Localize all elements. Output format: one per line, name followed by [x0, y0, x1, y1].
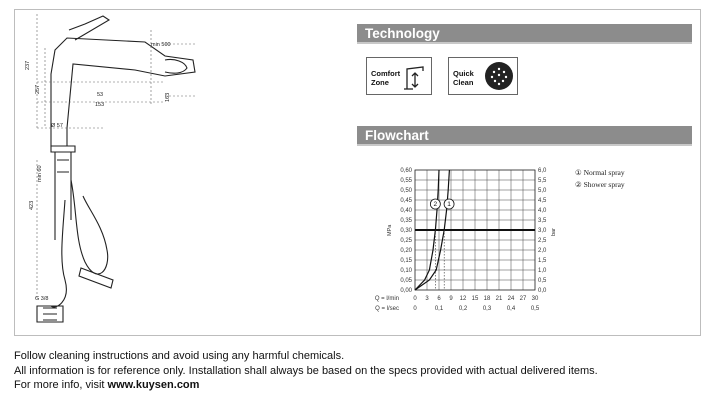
chart-grid — [415, 170, 535, 290]
legend-item — [575, 179, 625, 191]
y-tick-label-right: 6,0 — [538, 168, 547, 174]
flow-chart — [357, 160, 572, 320]
dim-label: 423 — [29, 200, 35, 210]
series-marker-label: 1 — [447, 201, 451, 209]
y-tick-label-left: 0,00 — [400, 288, 412, 294]
y-tick-label-right: 2,5 — [538, 238, 547, 244]
x-tick-label: 3 — [425, 296, 429, 302]
y-tick-label-left: 0,20 — [400, 248, 412, 254]
comfort-zone-badge — [366, 57, 432, 95]
legend-marker: ② — [575, 180, 582, 189]
faucet-height-icon — [403, 61, 429, 91]
y-tick-label-left: 0,50 — [400, 188, 412, 194]
y-tick-label-left: 0,05 — [400, 278, 412, 284]
y-axis-label-left: MPa — [387, 224, 393, 236]
shower-nozzle-icon — [483, 60, 515, 92]
x-tick-label: 15 — [471, 296, 479, 302]
y-tick-label-right: 3,5 — [538, 218, 547, 224]
footer-line: Follow cleaning instructions and avoid using any harmful chemicals. — [14, 350, 345, 362]
x-tick-label-lsec: 0,5 — [530, 306, 540, 312]
x-tick-label-lsec: 0,3 — [482, 306, 492, 312]
x-axis-label-lsec: Q = l/sec — [375, 306, 399, 312]
x-tick-label-lsec: 0,1 — [434, 306, 444, 312]
y-tick-label-right: 1,0 — [538, 268, 547, 274]
x-tick-label: 6 — [437, 296, 441, 302]
y-tick-label-right: 3,0 — [538, 228, 547, 234]
dim-label: 237 — [25, 60, 31, 70]
y-tick-label-left: 0,25 — [400, 238, 412, 244]
x-tick-label: 12 — [459, 296, 467, 302]
x-tick-label-lsec: 0,2 — [458, 306, 468, 312]
legend-marker: ① — [575, 168, 582, 177]
badge-label: Zone — [371, 78, 389, 87]
y-tick-label-left: 0,35 — [400, 218, 412, 224]
x-tick-label: 30 — [531, 296, 539, 302]
footer-notes — [14, 349, 598, 393]
y-tick-label-right: 5,0 — [538, 188, 547, 194]
y-tick-label-left: 0,60 — [400, 168, 412, 174]
dim-label: min 60 — [37, 165, 43, 182]
y-tick-label-right: 4,5 — [538, 198, 547, 204]
dim-label: min 500 — [151, 42, 171, 48]
y-tick-label-left: 0,45 — [400, 198, 412, 204]
y-tick-label-right: 5,5 — [538, 178, 547, 184]
y-tick-label-left: 0,15 — [400, 258, 412, 264]
x-tick-label: 21 — [495, 296, 503, 302]
website-link[interactable]: www.kuysen.com — [107, 379, 200, 391]
y-tick-label-left: 0,30 — [400, 228, 412, 234]
x-tick-label-lsec: 0 — [413, 306, 417, 312]
y-tick-label-right: 0,0 — [538, 288, 547, 294]
y-tick-label-left: 0,40 — [400, 208, 412, 214]
y-tick-label-right: 2,0 — [538, 248, 547, 254]
dim-label: 153 — [95, 102, 105, 108]
badge-label: Comfort — [371, 69, 401, 78]
x-tick-label-lsec: 0,4 — [506, 306, 516, 312]
y-tick-label-right: 1,5 — [538, 258, 547, 264]
legend-item — [575, 167, 625, 179]
dim-label: 163 — [165, 92, 171, 102]
x-axis-label-lmin: Q = l/min — [374, 296, 399, 302]
badge-label: Quick — [453, 69, 474, 78]
x-tick-label: 0 — [413, 296, 417, 302]
legend-label: Shower spray — [583, 180, 625, 189]
x-tick-label: 27 — [519, 296, 527, 302]
footer-text: For more info, visit — [14, 379, 108, 391]
drawing-dimensions — [25, 42, 171, 302]
footer-line: All information is for reference only. Installation shall always be based on the specs provided with actual delivered items. — [14, 364, 598, 377]
x-tick-label: 24 — [507, 296, 515, 302]
footer-line — [14, 378, 598, 393]
technology-header: Technology — [357, 24, 692, 44]
y-tick-label-right: 0,5 — [538, 278, 547, 284]
dim-label: 257 — [35, 84, 41, 94]
legend-label: Normal spray — [583, 168, 625, 177]
flowchart-header: Flowchart — [357, 126, 692, 146]
badge-label: Clean — [453, 78, 474, 87]
chart-legend — [575, 167, 625, 191]
quick-clean-badge — [448, 57, 518, 95]
y-tick-label-left: 0,55 — [400, 178, 412, 184]
x-tick-label: 9 — [449, 296, 453, 302]
y-axis-label-right: bar — [551, 228, 557, 236]
series-marker-label: 2 — [433, 201, 438, 209]
y-tick-label-left: 0,10 — [400, 268, 412, 274]
x-tick-label: 18 — [483, 296, 491, 302]
y-tick-label-right: 4,0 — [538, 208, 547, 214]
dim-label: G 3/8 — [35, 296, 49, 302]
dim-label: 53 — [97, 92, 104, 98]
dim-label: Ø 57 — [51, 123, 63, 129]
technical-drawing — [15, 10, 350, 335]
